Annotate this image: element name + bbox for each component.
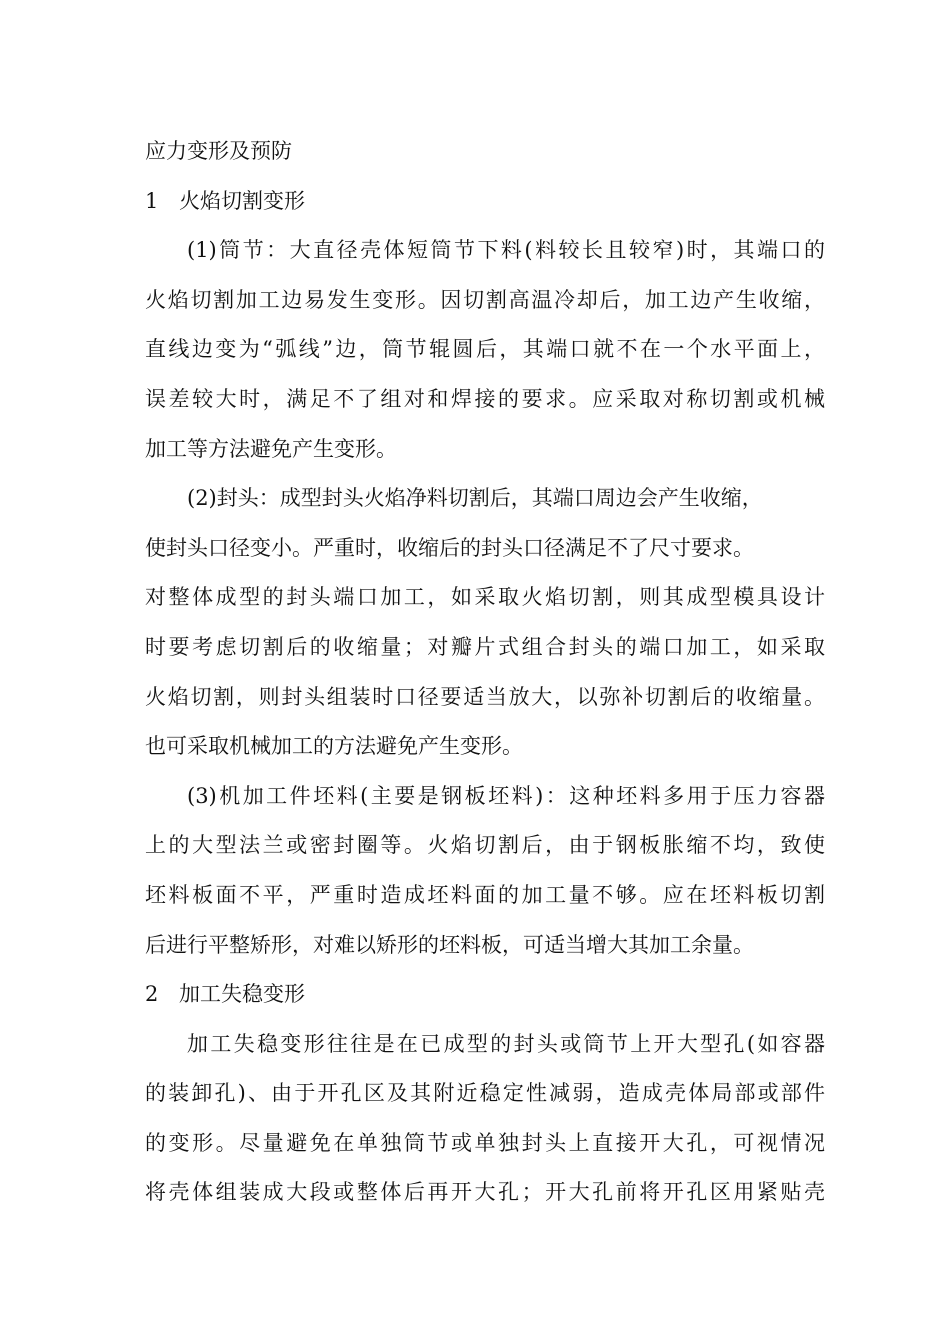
document-title: 应力变形及预防 xyxy=(145,139,292,163)
section-2-title: 加工失稳变形 xyxy=(179,982,305,1007)
paragraph-line: 火焰切割加工边易发生变形。因切割高温冷却后，加工边产生收缩， xyxy=(145,287,825,312)
paragraph-line: 坯料板面不平，严重时造成坯料面的加工量不够。应在坯料板切割 xyxy=(145,882,825,907)
paragraph-line: 火焰切割，则封头组装时口径要适当放大，以弥补切割后的收缩量。 xyxy=(145,684,825,709)
paragraph-line: 上的大型法兰或密封圈等。火焰切割后，由于钢板胀缩不均，致使 xyxy=(145,833,825,858)
paragraph-line: 也可采取机械加工的方法避免产生变形。 xyxy=(145,734,523,759)
document-page xyxy=(145,127,825,1218)
paragraph-line: 对整体成型的封头端口加工，如采取火焰切割，则其成型模具设计 xyxy=(145,585,825,610)
section-1-title: 火焰切割变形 xyxy=(179,188,305,213)
paragraph-line: 将壳体组装成大段或整体后再开大孔；开大孔前将开孔区用紧贴壳 xyxy=(145,1180,825,1205)
paragraph-line: 的变形。尽量避免在单独筒节或单独封头上直接开大孔，可视情况 xyxy=(145,1130,825,1155)
section-1-number: 1 xyxy=(145,188,159,213)
section-2-heading xyxy=(145,970,825,1020)
section-1-heading xyxy=(145,177,825,227)
paragraph-line: (1)筒节：大直径壳体短筒节下料(料较长且较窄)时，其端口的 xyxy=(187,238,825,263)
section-2-number: 2 xyxy=(145,982,159,1007)
paragraph-line: 的装卸孔)、由于开孔区及其附近稳定性减弱，造成壳体局部或部件 xyxy=(145,1081,825,1106)
paragraph-line: 使封头口径变小。严重时，收缩后的封头口径满足不了尺寸要求。 xyxy=(145,535,754,560)
paragraph-line: 加工等方法避免产生变形。 xyxy=(145,436,397,461)
paragraph-line: 加工失稳变形往往是在已成型的封头或筒节上开大型孔(如容器 xyxy=(187,1031,825,1056)
paragraph-line: 直线边变为“弧线”边，筒节辊圆后，其端口就不在一个水平面上， xyxy=(145,337,825,362)
paragraph-line: (2)封头：成型封头火焰净料切割后，其端口周边会产生收缩， xyxy=(187,486,763,511)
paragraph-line: 时要考虑切割后的收缩量；对瓣片式组合封头的端口加工，如采取 xyxy=(145,634,825,659)
paragraph-line: 后进行平整矫形，对难以矫形的坯料板，可适当增大其加工余量。 xyxy=(145,932,754,957)
paragraph-line: 误差较大时，满足不了组对和焊接的要求。应采取对称切割或机械 xyxy=(145,386,825,411)
paragraph-line: (3)机加工件坯料(主要是钢板坯料)：这种坯料多用于压力容器 xyxy=(187,783,825,808)
